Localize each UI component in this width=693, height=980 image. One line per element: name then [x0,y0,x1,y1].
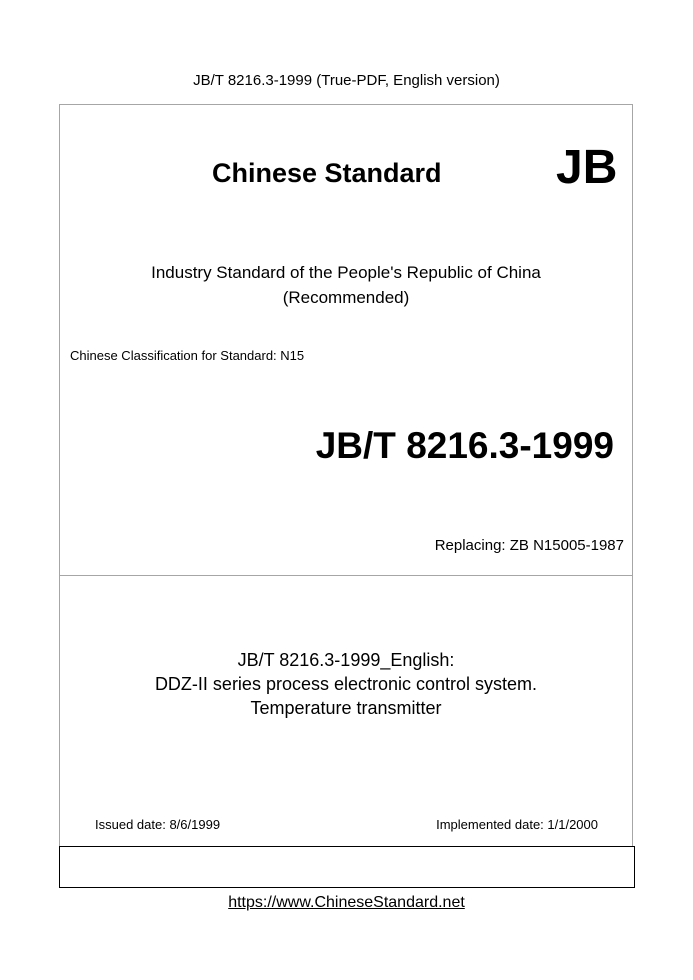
classification: Chinese Classification for Standard: N15 [70,348,305,363]
standard-number: JB/T 8216.3-1999 [315,425,614,466]
replacing-line: Replacing: ZB N15005-1987 [434,537,624,554]
standard-code: JB [556,141,618,194]
website-link[interactable]: https://www.ChineseStandard.net [228,894,465,911]
page-header: JB/T 8216.3-1999 (True-PDF, English version) [193,72,500,89]
footer [0,894,693,912]
standard-title: Chinese Standard [212,158,442,188]
industry-line: Industry Standard of the People's Republic of China [151,263,541,282]
standard-description [59,648,633,720]
implemented-date: Implemented date: 1/1/2000 [436,817,598,832]
description-line-1: JB/T 8216.3-1999_English: [237,650,455,670]
recommended-line: (Recommended) [282,288,410,307]
issued-date: Issued date: 8/6/1999 [95,817,221,832]
cover-bottom-box [59,846,635,888]
description-line-2: DDZ-II series process electronic control system. [154,674,538,694]
industry-statement [59,260,633,310]
description-line-3: Temperature transmitter [250,698,442,718]
